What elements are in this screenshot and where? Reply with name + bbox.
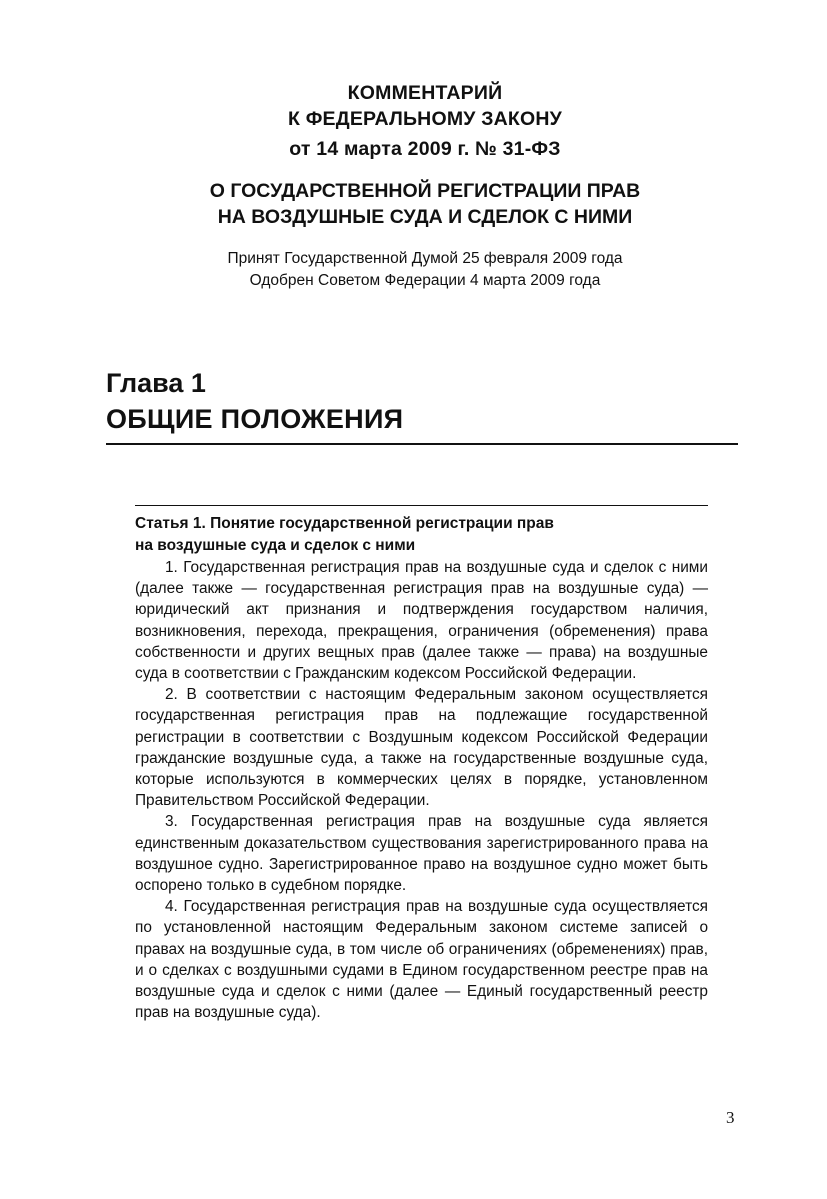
header-federal-law: К ФЕДЕРАЛЬНОМУ ЗАКОНУ xyxy=(287,108,562,130)
article-paragraph: 4. Государственная регистрация прав на воздушные суда осуществляется по установленной настоящим Федеральным законом системе записей о правах на воздушные суда, в том числе об ограничениях (обременениях) прав, и о сделках с воздушными судами в Едином государственном реестре прав на воздушные суда и сделок с ними (далее — Единый государственный реестр прав на воздушные суда). xyxy=(135,898,708,1022)
title-block xyxy=(100,80,750,292)
adoption-info xyxy=(100,248,750,292)
article-paragraph: 3. Государственная регистрация прав на воздушные суда является единственным доказательством существования зарегистрированного права на воздушное судно. Зарегистрированное право на воздушное судно может быть оспорено только в судебном порядке. xyxy=(135,813,708,895)
article-divider xyxy=(135,505,708,506)
law-title xyxy=(100,178,750,230)
chapter-divider xyxy=(106,443,738,445)
article-paragraph: 2. В соответствии с настоящим Федеральным законом осуществляется государственная регистрация прав на подлежащие государственной регистрации в соответствии с Воздушным кодексом Российской Федерации гражданские воздушные суда, а также на государственные воздушные суда, которые используются в коммерческих целях в порядке, установленном Правительством Российской Федерации. xyxy=(135,686,708,810)
chapter-number: Глава 1 xyxy=(106,368,206,398)
header-commentary: КОММЕНТАРИЙ xyxy=(347,82,503,104)
article-heading-line-2: на воздушные суда и сделок с ними xyxy=(135,537,416,554)
article-heading-line-1: Статья 1. Понятие государственной регистрации прав xyxy=(135,515,554,532)
law-title-line-1: О ГОСУДАРСТВЕННОЙ РЕГИСТРАЦИИ ПРАВ xyxy=(209,180,641,202)
page-number: 3 xyxy=(726,1108,735,1127)
chapter-heading xyxy=(106,366,403,438)
article-paragraph: 1. Государственная регистрация прав на воздушные суда и сделок с ними (далее также — государственная регистрация прав на воздушные суда) — юридический акт признания и подтверждения государством наличия, возникновения, перехода, прекращения, ограничения (обременения) права собственности и других вещных прав (далее также — права) на воздушные суда в соответствии с Гражданским кодексом Российской Федерации. xyxy=(135,559,708,683)
adoption-duma: Принят Государственной Думой 25 февраля 2009 года xyxy=(227,250,623,267)
chapter-title: ОБЩИЕ ПОЛОЖЕНИЯ xyxy=(106,404,404,434)
adoption-federation-council: Одобрен Советом Федерации 4 марта 2009 года xyxy=(249,272,601,289)
header-law-date: от 14 марта 2009 г. № 31-ФЗ xyxy=(289,138,561,160)
article-1 xyxy=(135,513,708,1023)
law-title-line-2: НА ВОЗДУШНЫЕ СУДА И СДЕЛОК С НИМИ xyxy=(217,206,633,228)
